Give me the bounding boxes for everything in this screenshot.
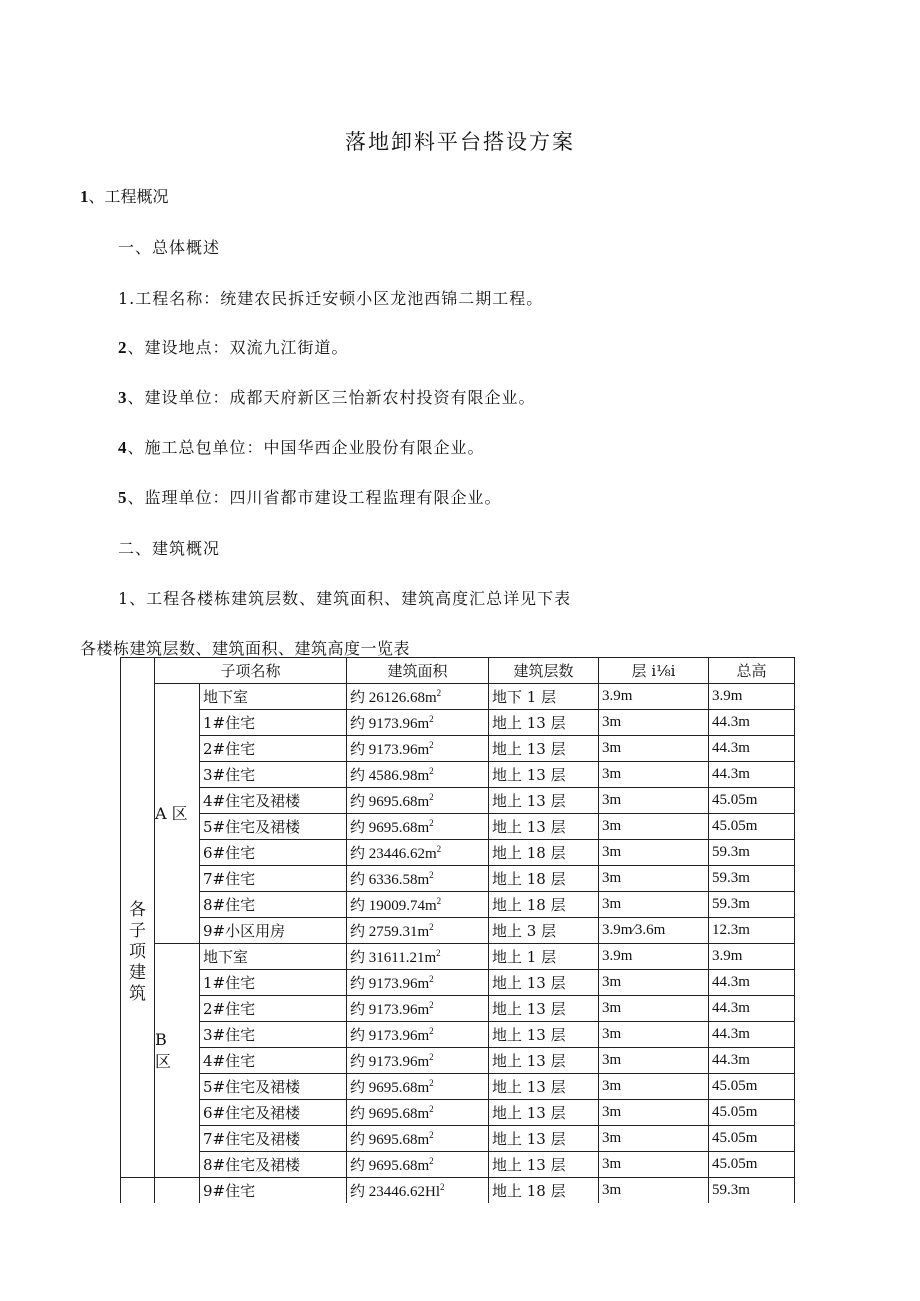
overview-item (118, 485, 502, 508)
cell-story-height: 3m (599, 762, 709, 788)
table-row (121, 762, 795, 788)
cell-name: 7#住宅及裙楼 (200, 1126, 347, 1152)
cell-floors: 地上 13 层 (489, 736, 599, 762)
zone-b-label-2: 区 (155, 1051, 172, 1071)
header-story-height: 层 i⅛i (599, 658, 709, 684)
cell-total-height: 44.3m (709, 1048, 795, 1074)
cell-area (347, 970, 489, 996)
cell-name: 1#住宅 (200, 710, 347, 736)
table-row (121, 814, 795, 840)
cell-total-height: 45.05m (709, 1100, 795, 1126)
area-unit-superscript: 2 (429, 1000, 434, 1010)
cell-story-height: 3m (599, 1022, 709, 1048)
area-value: 约 9695.68m (350, 1158, 430, 1174)
area-unit-superscript: 2 (436, 688, 442, 698)
cell-floors: 地上 13 层 (489, 996, 599, 1022)
cell-story-height: 3.9m (599, 944, 709, 970)
cell-story-height: 3m (599, 1178, 709, 1204)
area-unit-superscript: 2 (429, 870, 434, 880)
cell-name: 2#住宅 (200, 736, 347, 762)
table-row (121, 736, 795, 762)
section-label: 、工程概况 (88, 187, 169, 206)
item-number: 3 (118, 388, 128, 407)
table-row (121, 840, 795, 866)
table-row (121, 1048, 795, 1074)
cell-name: 9#住宅 (200, 1178, 347, 1204)
table-row (121, 710, 795, 736)
table-row (121, 866, 795, 892)
cell-name: 3#住宅 (200, 1022, 347, 1048)
cell-story-height: 3.9m∕3.6m (599, 918, 709, 944)
cell-story-height: 3m (599, 1074, 709, 1100)
cell-floors: 地上 13 层 (489, 1100, 599, 1126)
cell-total-height: 45.05m (709, 814, 795, 840)
cell-name: 3#住宅 (200, 762, 347, 788)
header-floors: 建筑层数 (489, 658, 599, 684)
cell-total-height: 45.05m (709, 788, 795, 814)
table-caption: 各楼栋建筑层数、建筑面积、建筑高度一览表 (80, 639, 411, 658)
cell-story-height: 3.9m (599, 684, 709, 710)
table-row (121, 1100, 795, 1126)
area-value: 约 9173.96m (350, 1054, 430, 1070)
table-row (121, 684, 795, 710)
cell-name: 6#住宅及裙楼 (200, 1100, 347, 1126)
table-row (121, 892, 795, 918)
cell-area (347, 1100, 489, 1126)
cell-name: 1#住宅 (200, 970, 347, 996)
empty-cell (155, 1178, 200, 1204)
cell-floors: 地上 13 层 (489, 788, 599, 814)
table-row (121, 996, 795, 1022)
area-value: 约 9173.96m (350, 742, 430, 758)
cell-total-height: 3.9m (709, 944, 795, 970)
cell-area (347, 866, 489, 892)
cell-floors: 地上 3 层 (489, 918, 599, 944)
table-row (121, 1126, 795, 1152)
cell-floors: 地上 18 层 (489, 840, 599, 866)
table-row (121, 1178, 795, 1204)
item-value: 统建农民拆迁安顿小区龙池西锦二期工程。 (220, 289, 544, 308)
item-number: 5 (118, 488, 128, 507)
area-unit-superscript: 2 (429, 818, 434, 828)
area-unit-superscript: 2 (436, 948, 441, 958)
cell-name: 8#住宅及裙楼 (200, 1152, 347, 1178)
area-value: 约 4586.98m (350, 768, 430, 784)
area-value: 约 23446.62Hl (350, 1184, 441, 1200)
cell-story-height: 3m (599, 1100, 709, 1126)
zone-b-cell (155, 944, 200, 1178)
building-summary-table (120, 657, 795, 1203)
cell-name: 地下室 (200, 944, 347, 970)
area-unit-superscript: 2 (429, 740, 434, 750)
table-row (121, 788, 795, 814)
item-number: 2 (118, 338, 128, 357)
item-number: 4 (118, 438, 128, 457)
cell-total-height: 44.3m (709, 996, 795, 1022)
table-row (121, 944, 795, 970)
area-unit-superscript: 2 (429, 714, 434, 724)
cell-area (347, 1048, 489, 1074)
area-value: 约 9173.96m (350, 1028, 430, 1044)
cell-floors: 地上 13 层 (489, 814, 599, 840)
cell-total-height: 44.3m (709, 736, 795, 762)
cell-floors: 地上 13 层 (489, 710, 599, 736)
item-label: 工程名称： (135, 289, 221, 308)
area-unit-superscript: 2 (440, 1182, 445, 1192)
table-row (121, 918, 795, 944)
cell-floors: 地上 1 层 (489, 944, 599, 970)
cell-name: 5#住宅及裙楼 (200, 1074, 347, 1100)
cell-total-height: 44.3m (709, 710, 795, 736)
cell-story-height: 3m (599, 970, 709, 996)
area-value: 约 2759.31m (350, 924, 430, 940)
table-header-row (121, 658, 795, 684)
cell-story-height: 3m (599, 736, 709, 762)
overview-item (118, 435, 485, 458)
area-value: 约 9695.68m (350, 820, 430, 836)
cell-total-height: 59.3m (709, 1178, 795, 1204)
area-unit-superscript: 2 (429, 1052, 434, 1062)
cell-floors: 地上 13 层 (489, 970, 599, 996)
area-value: 约 9695.68m (350, 1106, 430, 1122)
cell-floors: 地上 18 层 (489, 892, 599, 918)
cell-name: 8#住宅 (200, 892, 347, 918)
cell-total-height: 12.3m (709, 918, 795, 944)
cell-area (347, 1152, 489, 1178)
group-label-cell (121, 684, 155, 1178)
table-row (121, 1074, 795, 1100)
cell-name: 地下室 (200, 684, 347, 710)
header-spacer (121, 658, 155, 684)
overview-heading: 一、总体概述 (118, 238, 221, 257)
cell-area (347, 1074, 489, 1100)
item-label: 、建设地点： (127, 338, 230, 357)
cell-name: 4#住宅 (200, 1048, 347, 1074)
cell-total-height: 45.05m (709, 1152, 795, 1178)
area-value: 约 9173.96m (350, 716, 430, 732)
section-number: 1 (80, 187, 89, 206)
cell-total-height: 44.3m (709, 970, 795, 996)
area-unit-superscript: 2 (429, 792, 434, 802)
overview-item (118, 286, 543, 309)
area-unit-superscript: 2 (429, 1130, 434, 1140)
group-label: 各子项建筑 (129, 900, 146, 1005)
area-unit-superscript: 2 (429, 974, 434, 984)
cell-area (347, 684, 489, 710)
item-label: 、施工总包单位： (127, 438, 264, 457)
area-value: 约 6336.58m (350, 872, 430, 888)
item-value: 成都天府新区三怡新农村投资有限企业。 (229, 388, 536, 407)
table-row (121, 970, 795, 996)
item-label: 、监理单位： (127, 488, 230, 507)
building-intro: 1、工程各楼栋建筑层数、建筑面积、建筑高度汇总详见下表 (118, 589, 572, 608)
cell-total-height: 3.9m (709, 684, 795, 710)
area-value: 约 23446.62m (350, 846, 437, 862)
zone-b-label-1: B (155, 1029, 167, 1049)
cell-total-height: 44.3m (709, 1022, 795, 1048)
header-name: 子项名称 (155, 658, 347, 684)
item-value: 双流九江街道。 (229, 338, 349, 357)
cell-area (347, 1178, 489, 1204)
cell-story-height: 3m (599, 1048, 709, 1074)
area-unit-superscript: 2 (429, 1156, 434, 1166)
cell-total-height: 45.05m (709, 1074, 795, 1100)
cell-area (347, 788, 489, 814)
cell-area (347, 944, 489, 970)
header-area: 建筑面积 (347, 658, 489, 684)
area-unit-superscript: 2 (436, 844, 442, 854)
area-unit-superscript: 2 (429, 766, 434, 776)
cell-story-height: 3m (599, 840, 709, 866)
cell-story-height: 3m (599, 866, 709, 892)
cell-floors: 地上 13 层 (489, 1126, 599, 1152)
zone-a-cell (155, 684, 200, 944)
header-total-height: 总高 (709, 658, 795, 684)
cell-story-height: 3m (599, 996, 709, 1022)
cell-story-height: 3m (599, 1126, 709, 1152)
area-value: 约 9695.68m (350, 794, 430, 810)
item-number: 1. (118, 289, 136, 308)
cell-area (347, 1126, 489, 1152)
document-title: 落地卸料平台搭设方案 (345, 130, 575, 154)
cell-total-height: 44.3m (709, 762, 795, 788)
cell-story-height: 3m (599, 788, 709, 814)
area-unit-superscript: 2 (429, 1078, 434, 1088)
cell-name: 6#住宅 (200, 840, 347, 866)
cell-floors: 地上 13 层 (489, 1074, 599, 1100)
cell-area (347, 918, 489, 944)
cell-total-height: 59.3m (709, 866, 795, 892)
cell-floors: 地上 18 层 (489, 1178, 599, 1204)
cell-area (347, 892, 489, 918)
cell-total-height: 45.05m (709, 1126, 795, 1152)
item-label: 、建设单位： (127, 388, 230, 407)
area-unit-superscript: 2 (436, 896, 442, 906)
cell-name: 9#小区用房 (200, 918, 347, 944)
cell-floors: 地下 1 层 (489, 684, 599, 710)
area-value: 约 26126.68m (350, 690, 437, 706)
overview-item (118, 335, 349, 358)
cell-story-height: 3m (599, 1152, 709, 1178)
area-value: 约 9173.96m (350, 1002, 430, 1018)
cell-floors: 地上 13 层 (489, 1152, 599, 1178)
cell-area (347, 1022, 489, 1048)
cell-floors: 地上 13 层 (489, 1048, 599, 1074)
overview-item (118, 385, 536, 408)
cell-story-height: 3m (599, 892, 709, 918)
empty-cell (121, 1178, 155, 1204)
area-value: 约 9695.68m (350, 1132, 430, 1148)
item-value: 中国华西企业股份有限企业。 (263, 438, 485, 457)
cell-area (347, 814, 489, 840)
cell-total-height: 59.3m (709, 840, 795, 866)
area-value: 约 19009.74m (350, 898, 437, 914)
cell-floors: 地上 13 层 (489, 1022, 599, 1048)
cell-area (347, 736, 489, 762)
cell-floors: 地上 18 层 (489, 866, 599, 892)
cell-story-height: 3m (599, 710, 709, 736)
cell-floors: 地上 13 层 (489, 762, 599, 788)
cell-name: 4#住宅及裙楼 (200, 788, 347, 814)
table-row (121, 1022, 795, 1048)
zone-a-label: A 区 (155, 804, 188, 823)
cell-area (347, 762, 489, 788)
cell-area (347, 710, 489, 736)
area-value: 约 9173.96m (350, 976, 430, 992)
cell-total-height: 59.3m (709, 892, 795, 918)
cell-story-height: 3m (599, 814, 709, 840)
cell-area (347, 996, 489, 1022)
area-value: 约 9695.68m (350, 1080, 430, 1096)
cell-area (347, 840, 489, 866)
section-heading-overview (80, 184, 169, 207)
area-unit-superscript: 2 (429, 1104, 434, 1114)
area-unit-superscript: 2 (429, 1026, 434, 1036)
building-heading: 二、建筑概况 (118, 539, 221, 558)
cell-name: 2#住宅 (200, 996, 347, 1022)
area-value: 约 31611.21m (350, 950, 437, 966)
area-unit-superscript: 2 (429, 922, 434, 932)
item-value: 四川省都市建设工程监理有限企业。 (229, 488, 502, 507)
cell-name: 7#住宅 (200, 866, 347, 892)
cell-name: 5#住宅及裙楼 (200, 814, 347, 840)
table-row (121, 1152, 795, 1178)
